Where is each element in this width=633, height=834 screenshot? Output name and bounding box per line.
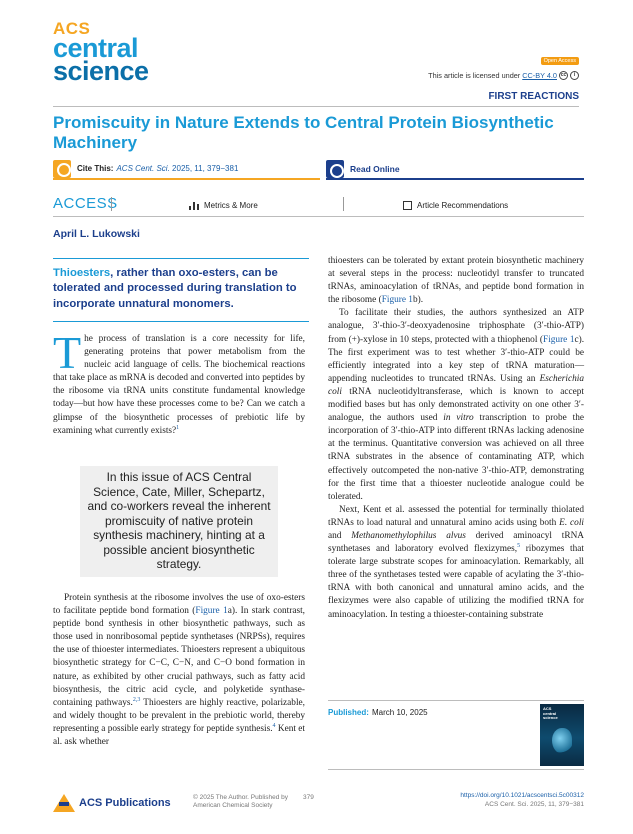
cover-title: ACS central science — [543, 706, 558, 720]
journal-logo — [53, 19, 149, 86]
read-online-button[interactable] — [326, 159, 584, 180]
logo-science: science — [53, 55, 149, 86]
section-label: FIRST REACTIONS — [488, 91, 579, 102]
cite-this-button[interactable] — [53, 159, 320, 180]
acs-publications-logo — [53, 794, 171, 812]
dropcap: T — [53, 327, 82, 378]
recommendations-label: Article Recommendations — [417, 201, 509, 210]
footer-citation: https://doi.org/10.1021/acscentsci.5c00312 ACS Cent. Sci. 2025, 11, 379−381 — [460, 792, 584, 808]
read-online-icon — [326, 160, 344, 178]
journal-cover-image[interactable] — [540, 704, 584, 766]
cite-label: Cite This: — [77, 164, 114, 173]
doi-link[interactable]: https://doi.org/10.1021/acscentsci.5c00312 — [460, 792, 584, 799]
figure-1-link[interactable]: Figure 1 — [195, 606, 228, 617]
document-icon — [403, 201, 412, 210]
metrics-link[interactable] — [189, 201, 258, 210]
cc-icon: cc — [560, 72, 567, 78]
acs-triangle-icon — [53, 794, 75, 812]
logo-central: central — [53, 32, 139, 63]
abstract — [53, 258, 309, 322]
metrics-label: Metrics & More — [204, 201, 258, 210]
figure-1b-link[interactable]: Figure 1 — [381, 295, 413, 306]
license-line — [428, 71, 579, 80]
open-access-badge: Open Access — [541, 57, 579, 65]
recommendations-link[interactable] — [403, 201, 508, 210]
access-divider — [111, 197, 112, 211]
left-paragraph-1: The process of translation is a core necessity for life, generating proteins that power metabolism from the nucleic acid language of cells. The biochemical reactions that take place as mRNA is decoded and converted into peptides by the ribosome via tRNA units constitute fundamental knowledge today—but how have these processes come to be? Can we catch a glimpse of the biosynthetic processes of prebiotic life by examining what currently exists?$^1$ — [53, 327, 305, 436]
license-link[interactable]: CC-BY 4.0 — [522, 71, 557, 80]
read-online-label: Read Online — [350, 163, 400, 174]
article-title: Promiscuity in Nature Extends to Central Protein Biosynthetic Machinery — [53, 113, 554, 152]
access-bar — [53, 195, 584, 217]
left-paragraph-2: Protein synthesis at the ribosome involves the use of oxo-esters to facilitate peptide bond formation (Figure 1a). In stark contrast, peptide bond synthesis in other biosynthetic pathways, such as those used in nonribosomal peptide synthetases (NRPSs), requires the use of thioester intermediates. Thioesters represent a ubiquitous biosynthetic strategy for C−C, C−N, and C−O bond formation in nature, as exhibited by other crucial pathways, such as fatty acid biosynthesis, the citric acid cycle, and polyketide synthase-containing pathways.$^{2,3}$ Thioesters are highly reactive, polarizable, and widely thought to be prevalent in the prebiotic world, thereby representing a possible early strategy for peptide synthesis.$^4$ Kent et al. ask whether — [53, 593, 306, 748]
abstract-highlight: Thioesters — [53, 267, 111, 279]
header-divider — [53, 106, 579, 107]
cite-reference: ACS Cent. Sci. 2025, 11, 379−381 — [116, 164, 239, 173]
publisher-name: ACS Publications — [79, 797, 171, 809]
metrics-divider — [343, 197, 344, 211]
published-date: March 10, 2025 — [372, 708, 428, 717]
logo-acs: ACS — [53, 19, 91, 38]
abstract-text: , rather than oxo-esters, can be tolerated and processed during translation to incorporate unnatural monomers. — [53, 267, 297, 310]
cover-artwork — [552, 728, 572, 754]
copyright: © 2025 The Author. Published by American Chemical Society — [193, 794, 289, 809]
access-label: ACCESS — [53, 195, 118, 212]
figure-1c-link[interactable]: Figure 1 — [543, 334, 575, 345]
by-icon: i — [570, 71, 579, 80]
page-footer — [53, 788, 584, 818]
published-info — [328, 700, 584, 770]
page-number: 379 — [303, 794, 314, 801]
right-column-text: thioesters can be tolerated by extant protein biosynthetic machinery at several steps in the process: nucleotidyl transfer to truncated tRNAs, aminoacylation of tRNAs, and peptide bond formation in the ribosome (Figure 1b). To facilitate their studies, the authors synthesized an ATP analogue, 3′-thio-3′-deoxyadenosine triphosphate (3′-thio-ATP) from (+)-xylose in 10 steps, protected with a thiophenol (Figure 1c). The first experiment was to test whether 3′-thio-ATP could be efficiently integrated into a key step of tRNA maturation—appending nucleotides to truncated tRNAs. Using an Escherichia coli tRNA nucleotidyltransferase, which is known to accept modified bases but has only demonstrated activity on one other 3′-analogue, the authors used in vitro transcription to probe the incorporation of 3′-thio-ATP into different tRNAs lacking adenosine at the terminus. Quantitative conversion was achieved on all three tRNA substrates in the absence of contaminating ATP, which effectively outcompeted the non-native 3′-thio-ATP, demonstrating for the first time that a thioester nucleotide analogue could be tolerated. Next, Kent et al. assessed the potential for terminally thiolated tRNAs to load natural and unnatural amino acids using both E. coli and Methanomethylophilus alvus derived aminoacyl tRNA synthetases and laboratory evolved flexizymes,$^5$ ribozymes that tolerate large substrate scopes for aminoacylation. Remarkably, all three of the synthetases tested were capable of acylating the 3′-thio-tRNA with both canonical and unnatural amino acids, and the flexizymes were also capable of utilizing the modified tRNA for aminoacylation. In testing a thioester-containing substrate — [328, 256, 585, 620]
published-label: Published: — [328, 708, 369, 717]
bar-chart-icon — [189, 202, 199, 210]
cite-icon — [53, 160, 71, 178]
author-name: April L. Lukowski — [53, 228, 140, 240]
license-text: This article is licensed under — [428, 71, 521, 80]
pull-quote: In this issue of ACS Central Science, Cate, Miller, Schepartz, and co-workers reveal the inherent promiscuity of native protein synthesis machinery, hinting at a possible ancient biosynthetic strategy. — [80, 466, 278, 577]
